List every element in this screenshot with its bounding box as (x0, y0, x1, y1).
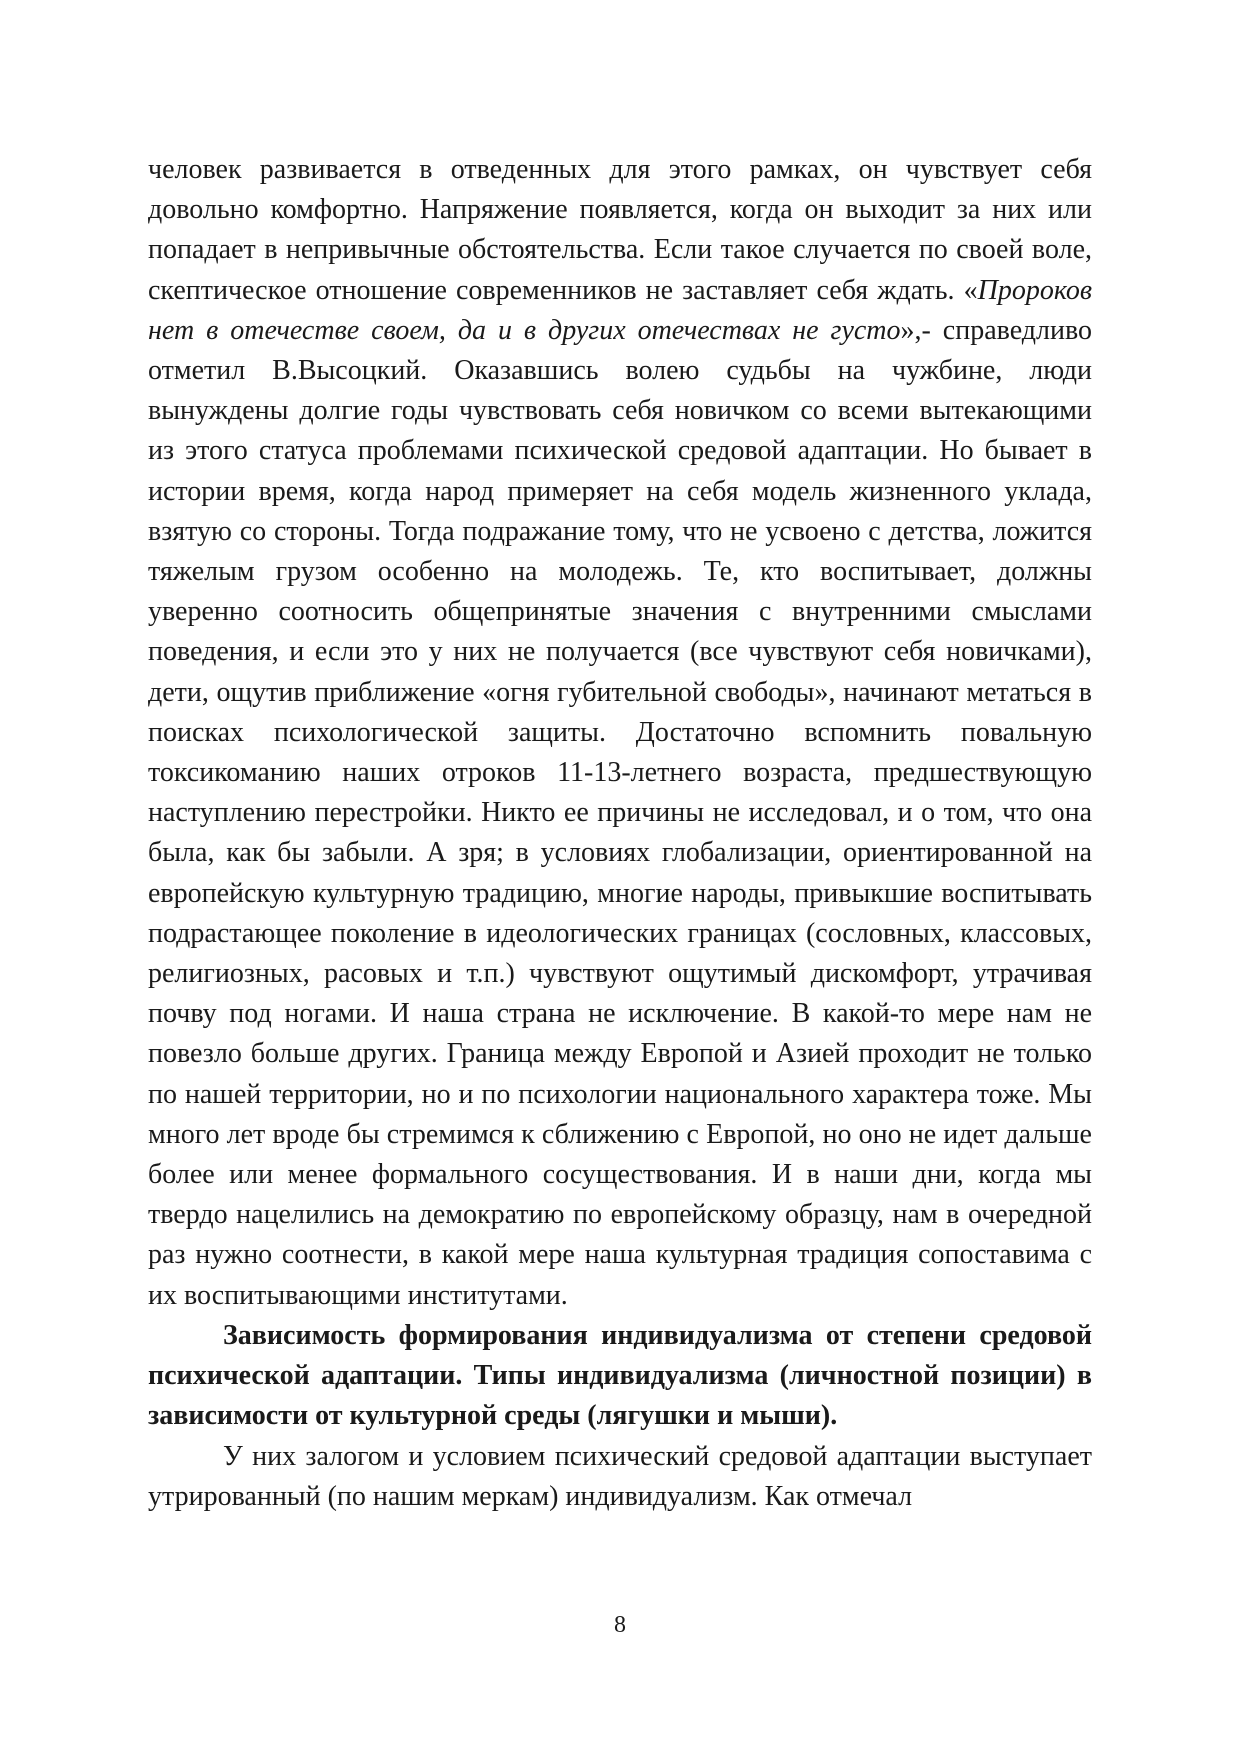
paragraph-text-start: человек развивается в отведенных для этого рамках, он чувствует себя довольно комфортно. Напряжение появляется, когда он выходит за них или попадает в непривычные обстоятельства. Если такое случается по своей воле, скептическое отношение современников не заставляет себя ждать. « (148, 154, 1092, 306)
body-paragraph-continued: У них залогом и условием психический средовой адаптации выступает утрированный (по нашим меркам) индивидуализм. Как отмечал (148, 1440, 1092, 1512)
section-heading: Зависимость формирования индивидуализма от степени средовой психической адаптации. Типы индивидуализма (личностной позиции) в зависимости от культурной среды (лягушки и мыши). (148, 1319, 1092, 1432)
page-content (148, 150, 1092, 1517)
vysotsky-quote: Пророков нет в отечестве своем, да и в других отечествах не густо (148, 274, 1092, 346)
body-paragraph (148, 150, 1092, 1316)
paragraph-text-end: »,- справедливо отметил В.Высоцкий. Оказавшись волею судьбы на чужбине, люди вынуждены долгие годы чувствовать себя новичком со всеми вытекающими из этого статуса проблемами психической средовой адаптации. Но бывает в истории время, когда народ примеряет на себя модель жизненного уклада, взятую со стороны. Тогда подражание тому, что не усвоено с детства, ложится тяжелым грузом особенно на молодежь. Те, кто воспитывает, должны уверенно соотносить общепринятые значения с внутренними смыслами поведения, и если это у них не получается (все чувствуют себя новичками), дети, ощутив приближение «огня губительной свободы», начинают метаться в поисках психологической защиты. Достаточно вспомнить повальную токсикоманию наших отроков 11-13-летнего возраста, предшествующую наступлению перестройки. Никто ее причины не исследовал, и о том, что она была, как бы забыли. А зря; в условиях глобализации, ориентированной на европейскую культурную традицию, многие народы, привыкшие воспитывать подрастающее поколение в идеологических границах (сословных, классовых, религиозных, расовых и т.п.) чувствуют ощутимый дискомфорт, утрачивая почву под ногами. И наша страна не исключение. В какой-то мере нам не повезло больше других. Граница между Европой и Азией проходит не только по нашей территории, но и по психологии национального характера тоже. Мы много лет вроде бы стремимся к сближению с Европой, но оно не идет дальше более или менее формального сосуществования. И в наши дни, когда мы твердо нацелились на демократию по европейскому образцу, нам в очередной раз нужно соотнести, в какой мере наша культурная традиция сопоставима с их воспитывающими институтами. (148, 314, 1092, 1311)
page-number: 8 (614, 1612, 626, 1638)
